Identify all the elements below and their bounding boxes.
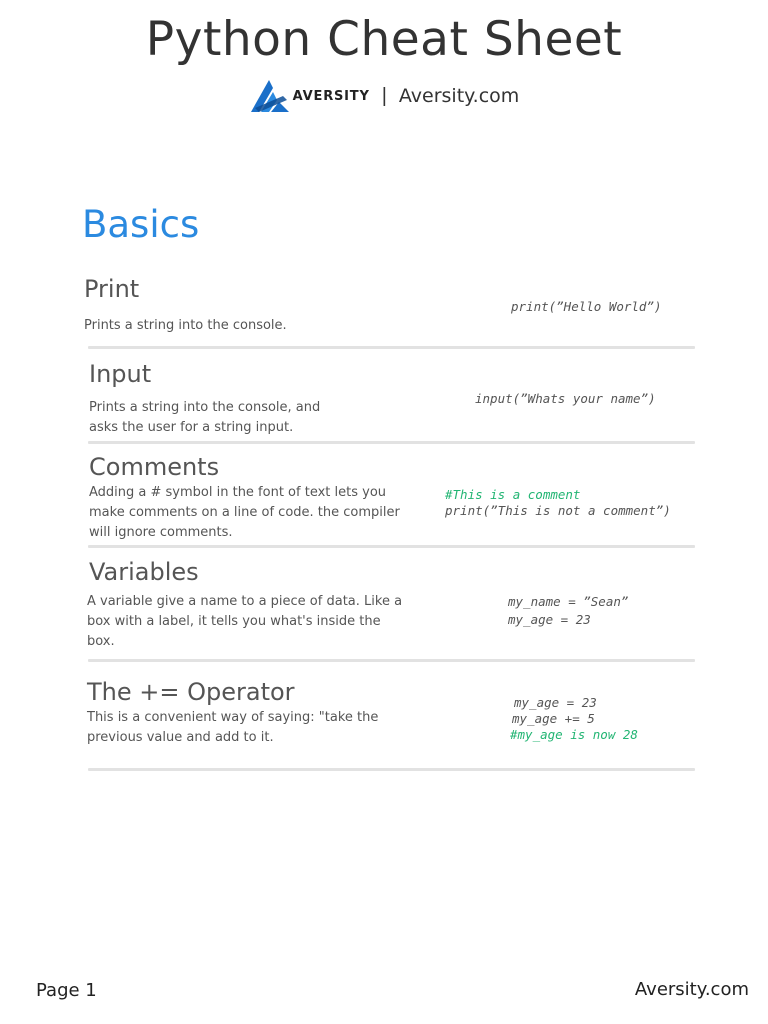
- code-snippet: [511, 299, 662, 315]
- entry-title: Input: [89, 360, 152, 388]
- brand-url[interactable]: Aversity.com: [398, 85, 520, 107]
- code-comment-line: #This is a comment: [445, 487, 581, 502]
- code-line: my_age = 23: [514, 695, 597, 710]
- entry-title: Print: [84, 275, 140, 303]
- code-snippet: [445, 487, 671, 519]
- brand-separator: |: [381, 84, 387, 107]
- divider: [88, 545, 695, 548]
- brand-row: [0, 78, 768, 114]
- code-line: print(”Hello World”): [511, 299, 662, 314]
- divider: [88, 768, 695, 771]
- divider: [88, 659, 695, 662]
- code-snippet: [475, 391, 656, 407]
- entry-description: This is a convenient way of saying: "take the previous value and add to it.: [87, 710, 379, 745]
- entry-description: Prints a string into the console, and asks the user for a string input.: [89, 400, 321, 435]
- entry-title: Variables: [89, 558, 199, 586]
- logo-text: AVERSITY: [292, 88, 370, 104]
- code-line: my_age = 23: [508, 612, 591, 627]
- entry-description: Adding a # symbol in the font of text lets you make comments on a line of code. the compiler will ignore comments.: [89, 485, 400, 540]
- divider: [88, 441, 695, 444]
- code-snippet: [508, 593, 628, 629]
- entry-title: The += Operator: [87, 678, 295, 706]
- entry-description: A variable give a name to a piece of data. Like a box with a label, it tells you what's inside the box.: [87, 594, 403, 649]
- footer-url[interactable]: Aversity.com: [634, 979, 749, 1000]
- code-line: input(”Whats your name”): [475, 391, 656, 406]
- section-title-basics: Basics: [82, 203, 200, 246]
- code-comment-line: #my_age is now 28: [510, 727, 638, 742]
- code-line: print(”This is not a comment”): [445, 503, 671, 518]
- code-line: my_name = ”Sean”: [508, 594, 629, 609]
- divider: [88, 346, 695, 349]
- aversity-logo-icon: [249, 78, 291, 114]
- page-number: Page 1: [36, 980, 97, 1001]
- entry-title: Comments: [89, 453, 220, 481]
- code-snippet: [510, 695, 638, 743]
- code-line: my_age += 5: [512, 711, 595, 726]
- entry-description: Prints a string into the console.: [84, 318, 287, 333]
- page-title: Python Cheat Sheet: [145, 12, 623, 67]
